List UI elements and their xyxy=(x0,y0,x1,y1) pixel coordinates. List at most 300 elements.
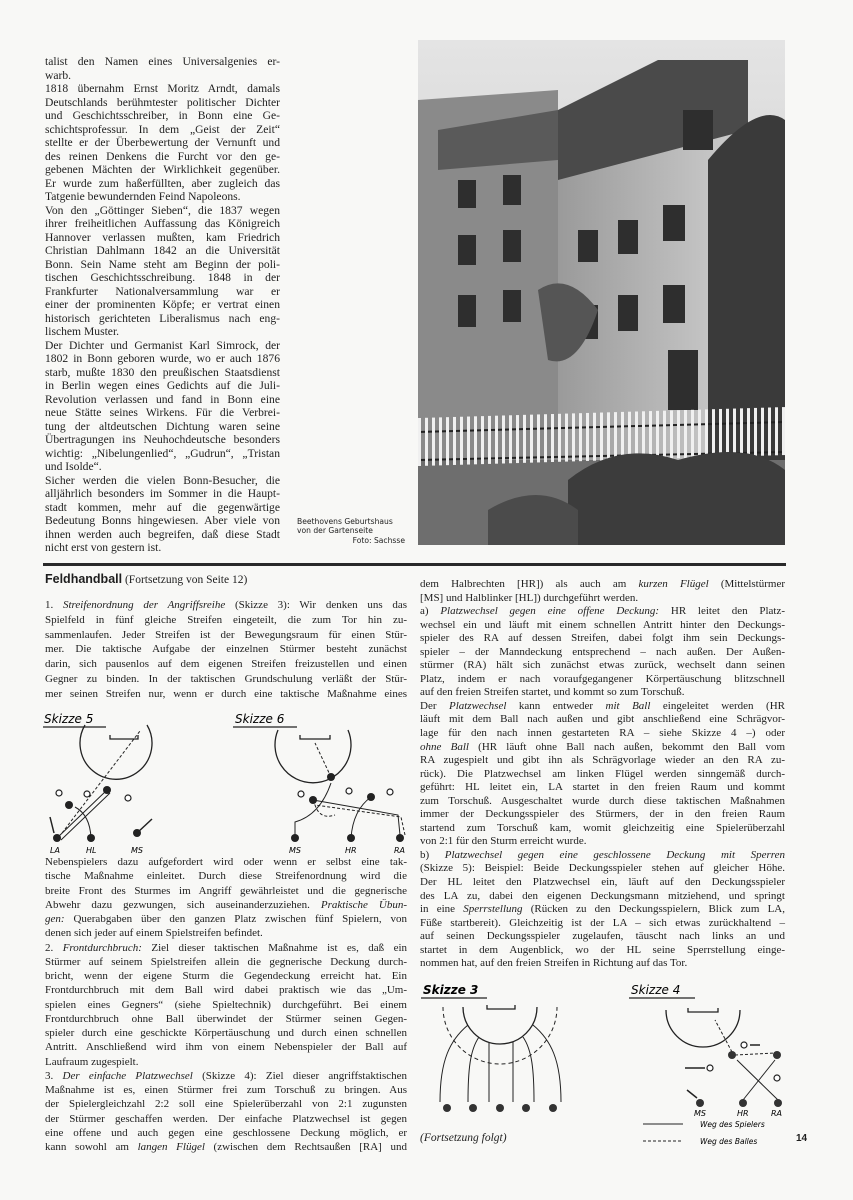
caption-line: von der Gartenseite xyxy=(297,526,373,536)
line-content xyxy=(420,808,785,820)
text-line xyxy=(420,808,785,822)
text-segment: in Berlin wegen eines Gedichts auf die Juli- xyxy=(45,379,280,392)
page-number: 14 xyxy=(796,1133,808,1144)
line-content xyxy=(420,768,785,780)
line-content xyxy=(420,890,785,902)
text-line xyxy=(420,957,785,971)
player-label: MS xyxy=(694,1109,706,1118)
line-content xyxy=(45,1141,407,1153)
line-content xyxy=(45,870,407,882)
text-segment: rück). Die Platzwechsel am linken Flügel werden sinngemäß durch- xyxy=(420,767,785,780)
text-line xyxy=(45,447,280,461)
text-line xyxy=(45,687,407,702)
text-segment: lage für den nach innen gestarteten RA – siehe Skizze 4 –) oder xyxy=(420,727,785,740)
text-line xyxy=(420,862,785,876)
line-content xyxy=(45,352,280,365)
sketch-6-diagram xyxy=(225,705,415,855)
text-segment: mer seinen Streifen nur, wenn er durch eine taktische Maßnahme eines xyxy=(45,687,407,700)
line-content xyxy=(420,686,685,698)
text-segment: gebenen Mächten der Wirklichkeit gegenüber. xyxy=(45,163,280,176)
line-content xyxy=(45,136,280,149)
text-line xyxy=(45,312,280,326)
text-line xyxy=(45,672,407,687)
line-content xyxy=(45,1013,407,1025)
text-segment: einer der prominenten Köpfe; er vertrat einen xyxy=(45,298,280,311)
text-segment: (Mittelstürmer xyxy=(708,578,785,590)
text-segment: geführt: HL leitet ein, LA startet in den freien Raum und kommt xyxy=(420,781,785,794)
text-segment: 3. xyxy=(45,1069,63,1082)
line-content xyxy=(45,109,280,122)
text-line xyxy=(45,955,407,969)
text-segment: stellte er der Überbewertung der Vernunft und xyxy=(45,136,280,149)
italic-term: mit Ball xyxy=(605,699,651,712)
text-segment: Frontdurchbruch ohne Ball überwindet der Stürmer seinen Gegen- xyxy=(45,1012,407,1025)
text-segment: startend zum Torschuß kam, womit gleichzeitig eine Spielerüberzahl xyxy=(420,821,785,834)
text-line xyxy=(45,163,280,177)
italic-term: langen Flügel xyxy=(137,1141,205,1153)
text-segment: (Skizze 5): Beispiel: Beide Deckungsspieler stehen auf gleicher Höhe. xyxy=(420,862,785,875)
line-content xyxy=(45,1070,407,1082)
text-line xyxy=(45,514,280,528)
text-line xyxy=(45,150,280,164)
text-segment: Antritt. Anschließend wird ihm von einem Nebenspieler der Ball auf xyxy=(45,1041,407,1054)
beethoven-house-photo xyxy=(418,40,785,545)
line-content xyxy=(45,1127,407,1139)
player-label: HR xyxy=(345,846,357,855)
text-line xyxy=(45,109,280,123)
italic-term: Streifenordnung der Angriffsreihe xyxy=(62,599,226,611)
text-segment: von 2:1 für den Sturm erreicht wurde. xyxy=(420,835,587,848)
text-segment: Von den „Göttinger Sieben“, die 1837 wegen xyxy=(45,203,280,217)
line-content xyxy=(420,713,785,725)
text-segment: RA zugespielt und gibt ihn als Schrägvorlage wieder an den RA zu- xyxy=(420,754,785,767)
photo-credit: Foto: Sachsse xyxy=(352,535,405,545)
text-line xyxy=(45,1097,407,1111)
text-segment: spieler durch eine geschickte Körpertäuschung und durch einen schnellen xyxy=(45,1027,407,1039)
player-label: LA xyxy=(50,846,60,855)
sketch-4-diagram xyxy=(625,980,800,1150)
text-segment: kann entweder xyxy=(506,699,606,712)
text-segment: Abwehr dazu gezwungen, sich auseinanderzuziehen. xyxy=(45,898,321,911)
line-content xyxy=(45,285,280,298)
photo-caption xyxy=(297,517,405,545)
text-segment: der Spielergleichzahl 2:2 soll eine Spielerüberzahl von 2:1 zugunsten xyxy=(45,1098,407,1111)
line-content xyxy=(45,420,280,433)
text-line xyxy=(45,352,280,366)
text-line xyxy=(420,890,785,904)
line-content xyxy=(45,1113,407,1125)
text-segment: Stürmer auf seinem Spielstreifen allein die gegnerische Deckung durch- xyxy=(45,955,407,968)
text-segment: [MS] und Halblinker [HL]) durchgeführt werden. xyxy=(420,591,639,604)
text-segment: warb. xyxy=(45,68,72,82)
line-content xyxy=(45,217,280,230)
text-line xyxy=(45,1126,407,1140)
line-content xyxy=(45,271,280,284)
continuation-note: (Fortsetzung folgt) xyxy=(420,1132,507,1144)
text-segment: nicht erst von gestern ist. xyxy=(45,541,162,554)
line-content xyxy=(420,862,785,874)
text-segment: nommen hat, auf den freien Streifen in Richtung auf das Tor. xyxy=(420,957,688,970)
line-content xyxy=(420,930,785,942)
line-content xyxy=(420,781,785,793)
line-content xyxy=(45,366,280,379)
text-line xyxy=(45,258,280,272)
sketch-5-diagram xyxy=(40,705,190,855)
italic-term: Sperrstellung xyxy=(463,903,523,916)
line-content xyxy=(45,514,280,527)
text-line xyxy=(45,231,280,245)
text-segment: Maßnahme ist es, einen Stürmer frei zum Torschuß zu bringen. Aus xyxy=(45,1084,407,1096)
text-segment: bricht, wenn der eigene Sturm die Gegendeckung erreicht hat. Ein xyxy=(45,970,407,982)
line-content xyxy=(45,204,280,217)
text-line xyxy=(45,217,280,231)
italic-term: Platzwechsel gegen eine offene Deckung: xyxy=(440,605,660,618)
text-line xyxy=(45,433,280,447)
line-content xyxy=(45,460,102,473)
text-line xyxy=(45,657,407,672)
text-segment: Sicher werden die vielen Bonn-Besucher, die xyxy=(45,473,280,487)
line-content xyxy=(45,541,161,554)
text-line xyxy=(45,487,280,501)
text-segment: neue Stätte seines Wirkens. Für die Verbrei- xyxy=(45,406,280,419)
line-content xyxy=(45,163,280,176)
text-segment: 1802 in Bonn geboren wurde, wo er auch 1876 xyxy=(45,352,280,365)
player-label: HL xyxy=(86,846,97,855)
text-line xyxy=(45,983,407,997)
text-segment: Christian Dahlmann 1842 an die Universität xyxy=(45,244,280,257)
line-content xyxy=(45,487,280,500)
text-segment: Übertragungen ins Neuhochdeutsche besonders xyxy=(45,433,280,446)
line-content xyxy=(45,984,407,996)
text-line xyxy=(420,578,785,592)
line-content xyxy=(45,673,407,685)
text-segment: tung der altdeutschen Dichtung waren seine xyxy=(45,419,280,433)
text-segment: denen sich jeder auf einem Spielstreifen befindet. xyxy=(45,927,263,940)
text-segment: starb, mußte 1830 den preußischen Staatsdienst xyxy=(45,365,280,379)
text-line xyxy=(45,1040,407,1054)
text-line xyxy=(420,686,785,700)
text-segment: wichtig: „Nibelungenlied“, „Gudrun“, „Tristan xyxy=(45,446,280,460)
player-label: RA xyxy=(394,846,406,855)
text-segment: des reinen Denkens die Furcht vor den ge- xyxy=(45,149,280,163)
text-line xyxy=(45,898,407,912)
line-content xyxy=(45,1041,407,1053)
legend-ball-path: Weg des Balles xyxy=(700,1137,758,1146)
text-segment: alljährlich besonders im Sommer in die Haupt- xyxy=(45,487,280,500)
line-content xyxy=(45,528,280,541)
line-content xyxy=(45,856,407,868)
line-content xyxy=(45,1027,407,1039)
text-line xyxy=(45,628,407,643)
line-content xyxy=(45,258,280,271)
line-content xyxy=(45,899,407,911)
line-content xyxy=(420,795,785,807)
caption-line: Beethovens Geburtshaus xyxy=(297,517,393,526)
text-line xyxy=(45,884,407,898)
text-segment: (HR läuft ohne Ball nach außen, bekommt den Ball vom xyxy=(468,740,785,753)
text-segment: b) xyxy=(420,848,445,861)
text-segment: (Skizze 4): Ziel dieser angriffstaktischen xyxy=(192,1069,408,1082)
text-segment: Der xyxy=(420,699,449,712)
line-content xyxy=(420,835,586,847)
text-segment: lischem Muster. xyxy=(45,325,120,338)
article-column xyxy=(45,55,280,555)
text-segment: sammenlaufen. Jeder Streifen ist der Bewegungsraum für einen Stür- xyxy=(45,628,407,641)
text-segment: wechsel ein und läuft mit einem schnellen Antritt hinter den Deckungs- xyxy=(420,618,785,631)
text-segment: Laufraum zugespielt. xyxy=(45,1055,139,1068)
text-segment: und Isolde“. xyxy=(45,460,102,473)
italic-term: Platzwechsel xyxy=(448,699,507,712)
text-line xyxy=(45,366,280,380)
text-line xyxy=(420,930,785,944)
text-segment: in eine xyxy=(420,903,464,916)
text-segment: tische Maßnahme einleitet. Durch diese Streifenordnung wird die xyxy=(45,870,407,883)
line-content xyxy=(420,632,785,644)
text-line xyxy=(420,768,785,782)
text-segment: auf den freien Streifen startet, und kommt so zum Torschuß. xyxy=(420,686,685,699)
text-line xyxy=(45,82,280,96)
line-content xyxy=(45,629,407,641)
line-content xyxy=(45,970,407,982)
left-column-part2 xyxy=(45,855,407,1154)
text-segment: Platz, indem er nach voraufgegangener Körpertäuschung blitzschnell xyxy=(420,672,785,685)
text-segment: Querabgaben über den ganzen Platz zwischen fünf Spielern, von xyxy=(64,913,407,925)
text-line xyxy=(45,123,280,137)
text-line xyxy=(420,754,785,768)
line-content xyxy=(45,956,407,968)
text-line xyxy=(45,298,280,312)
text-line xyxy=(420,849,785,863)
text-segment: Frontdurchbruch mit dem Ball wird dabei praktisch wie das „Um- xyxy=(45,984,407,997)
sketch-title: Skizze 5 xyxy=(44,712,94,726)
line-content xyxy=(45,150,280,163)
text-line xyxy=(45,379,280,393)
line-content xyxy=(45,231,280,244)
text-segment: zum Torschuß. Ausgeschaltet wurde durch diese taktischen Maßnahmen xyxy=(420,794,785,807)
text-segment: mer. Die taktische Aufgabe der einzelnen Stürmer besteht zunächst xyxy=(45,643,407,656)
line-content xyxy=(45,927,263,939)
text-segment: läuft mit dem Ball nach außen und gibt anschließend eine Schrägvor- xyxy=(420,713,785,726)
text-segment: (Rücken zu den Deckungsspielern, Blick zum LA, xyxy=(522,903,785,916)
line-content xyxy=(420,727,785,739)
italic-term: gen: xyxy=(45,913,65,925)
text-line xyxy=(45,406,280,420)
text-line xyxy=(420,822,785,836)
text-line xyxy=(45,136,280,150)
text-segment: Der Dichter und Germanist Karl Simrock, der xyxy=(45,338,280,352)
line-content xyxy=(45,501,280,514)
text-segment: Er wurde zum haßerfüllten, aber zugleich das xyxy=(45,176,280,190)
text-segment: dem Halbrechten [HR]) als auch am xyxy=(420,578,639,590)
text-line xyxy=(45,190,280,204)
line-content xyxy=(420,917,785,929)
line-content xyxy=(45,339,280,352)
line-content xyxy=(420,957,687,969)
section-divider xyxy=(43,563,786,566)
text-segment: tischen Geschichtsschreibung. 1848 in der xyxy=(45,271,280,284)
text-segment: (zwischen dem Rechtsaußen [RA] und xyxy=(204,1141,408,1153)
text-segment: Der HL leitet den Platzwechsel ein, läuft auf den Deckungsspieler xyxy=(420,876,785,889)
line-content xyxy=(45,123,280,136)
line-content xyxy=(45,688,407,700)
text-segment: historisch gerichteten Liberalismus nach eng- xyxy=(45,311,280,325)
text-segment: Bedeutung Bonns hingewiesen. Aber viele von xyxy=(45,514,280,527)
text-line xyxy=(45,420,280,434)
section-heading xyxy=(45,572,247,586)
line-content xyxy=(45,379,280,392)
text-segment: Füße startbereit). Gleichzeitig ist der LA – sich etwas zurückhaltend – xyxy=(420,916,785,929)
text-segment: startet in dem Augenblick, wo der HL seine Sperrstellung einge- xyxy=(420,943,785,956)
line-content xyxy=(45,599,407,611)
text-segment: stürmer (RA) hält sich zunächst etwas zurück, wechselt dann seinen xyxy=(420,659,785,672)
italic-term: Frontdurchbruch: xyxy=(62,941,142,954)
text-segment: 1818 übernahm Ernst Moritz Arndt, damals xyxy=(45,82,280,95)
text-segment: spieler des RA auf dessen Streifen, dabei folgt ihm sein Deckungs- xyxy=(420,632,785,645)
text-line xyxy=(45,869,407,883)
text-line xyxy=(45,204,280,218)
line-content xyxy=(45,244,280,257)
text-line xyxy=(45,613,407,628)
line-content xyxy=(420,673,785,685)
line-content xyxy=(45,433,280,446)
text-line xyxy=(420,835,785,849)
text-line xyxy=(45,998,407,1012)
text-line xyxy=(420,619,785,633)
right-column xyxy=(420,578,785,971)
text-line xyxy=(45,96,280,110)
text-line xyxy=(45,941,407,955)
line-content xyxy=(420,876,785,888)
text-line xyxy=(45,501,280,515)
text-line xyxy=(45,969,407,983)
text-segment: spieler – der Manndeckung entsprechend – nach außen. Der Außen- xyxy=(420,645,785,658)
line-content xyxy=(45,1098,407,1110)
text-segment: Gegner zu binden. In der taktischen Grundschulung verläßt der Stür- xyxy=(45,672,407,685)
text-line xyxy=(45,598,407,613)
text-line xyxy=(45,855,407,869)
line-content xyxy=(420,578,785,590)
text-line xyxy=(420,659,785,673)
text-segment: 2. xyxy=(45,941,63,954)
text-segment: Frankfurter Nationalversammlung war er xyxy=(45,284,280,298)
text-segment: Nebenspielers dazu aufgefordert wird oder wenn er selbst eine tak- xyxy=(45,856,407,868)
line-content xyxy=(420,659,785,671)
text-line xyxy=(45,474,280,488)
line-content xyxy=(420,605,785,617)
sketch-title: Skizze 4 xyxy=(631,983,681,997)
section-title: Feldhandball xyxy=(45,572,123,586)
text-line xyxy=(420,917,785,931)
line-content xyxy=(45,325,119,338)
text-line xyxy=(45,1012,407,1026)
text-line xyxy=(420,781,785,795)
text-line xyxy=(420,673,785,687)
text-segment: spielen eines Gegners“ (siehe Spieltechnik) durchgeführt. Bei einem xyxy=(45,998,407,1011)
line-content xyxy=(45,999,407,1011)
text-line xyxy=(45,1112,407,1126)
text-line xyxy=(420,795,785,809)
line-content xyxy=(420,903,785,915)
line-content xyxy=(45,614,407,626)
text-line xyxy=(420,944,785,958)
text-segment: Hannover verlassen mußten, kam Friedrich xyxy=(45,230,280,244)
text-line xyxy=(420,700,785,714)
text-line xyxy=(420,646,785,660)
text-segment: eine offene und auch gegen eine geschlossene Deckung möglich, er xyxy=(45,1126,407,1139)
line-content xyxy=(45,298,280,311)
line-content xyxy=(45,447,280,460)
line-content xyxy=(45,1056,138,1068)
line-content xyxy=(45,643,407,655)
text-line xyxy=(45,244,280,258)
text-segment: und Geschichtsschreiber, in Bonn eine Ge- xyxy=(45,109,280,122)
player-label: HR xyxy=(737,1109,749,1118)
line-content xyxy=(420,822,785,834)
text-segment: des LA zu, dabei den eigenen Deckungsmann mitziehend, und springt xyxy=(420,889,785,902)
text-segment: Deutschlands berühmtester politischer Dichter xyxy=(45,95,280,109)
text-segment: eingeleitet werden (HR xyxy=(650,699,785,712)
text-line xyxy=(420,903,785,917)
text-line xyxy=(45,1055,407,1069)
text-segment: Bonn. Sein Name steht am Beginn der poli- xyxy=(45,257,280,271)
text-line xyxy=(45,393,280,407)
text-line xyxy=(420,592,785,606)
line-content xyxy=(45,913,407,925)
line-content xyxy=(420,619,785,631)
text-line xyxy=(45,55,280,69)
player-label: RA xyxy=(771,1109,783,1118)
text-segment: Tatgenie bewundernden Feind Napoleons. xyxy=(45,190,241,203)
text-line xyxy=(45,460,280,474)
line-content xyxy=(45,658,407,670)
text-line xyxy=(420,727,785,741)
text-line xyxy=(45,271,280,285)
line-content xyxy=(420,944,785,956)
text-segment: auf seinen Deckungsspieler zugelaufen, täuscht nach links an und xyxy=(420,930,785,943)
text-line xyxy=(45,325,280,339)
line-content xyxy=(45,69,71,82)
text-line xyxy=(45,926,407,940)
italic-term: Platzwechsel gegen eine geschlossene Deckung mit Sperren xyxy=(444,848,785,861)
italic-term: Praktische Übun- xyxy=(320,898,407,911)
section-subtitle: (Fortsetzung von Seite 12) xyxy=(122,574,248,586)
player-label: MS xyxy=(131,846,143,855)
line-content xyxy=(45,82,280,95)
line-content xyxy=(45,55,280,68)
line-content xyxy=(45,474,280,487)
text-segment: breite Front des Sturmes im Angriff gewährleistet und die gegnerische xyxy=(45,884,407,897)
italic-term: Der einfache Platzwechsel xyxy=(62,1069,193,1082)
text-line xyxy=(420,713,785,727)
text-line xyxy=(45,912,407,926)
line-content xyxy=(45,406,280,419)
text-line xyxy=(45,285,280,299)
line-content xyxy=(420,700,785,712)
text-line xyxy=(420,632,785,646)
text-line xyxy=(45,1026,407,1040)
line-content xyxy=(45,96,280,109)
text-segment: talist den Namen eines Universalgenies er- xyxy=(45,55,280,68)
text-segment: ihrer freiheitlichen Auffassung das Königreich xyxy=(45,217,280,230)
sketch-title: Skizze 6 xyxy=(235,712,285,726)
line-content xyxy=(420,741,785,753)
text-segment: HR leitet den Platz- xyxy=(659,605,786,618)
text-segment: darin, sich pausenlos auf dem eigenen Streifen freizustellen und einen xyxy=(45,658,407,671)
text-segment: Spielfeld in fünf gleiche Streifen eingeteilt, die zum Tor hin zu- xyxy=(45,613,407,626)
line-content xyxy=(420,592,638,604)
text-segment: schichtsprofessur. In dem „Geist der Zeit“ xyxy=(45,122,280,136)
text-segment: ihnen werden auch begreifen, daß diese Stadt xyxy=(45,527,280,541)
